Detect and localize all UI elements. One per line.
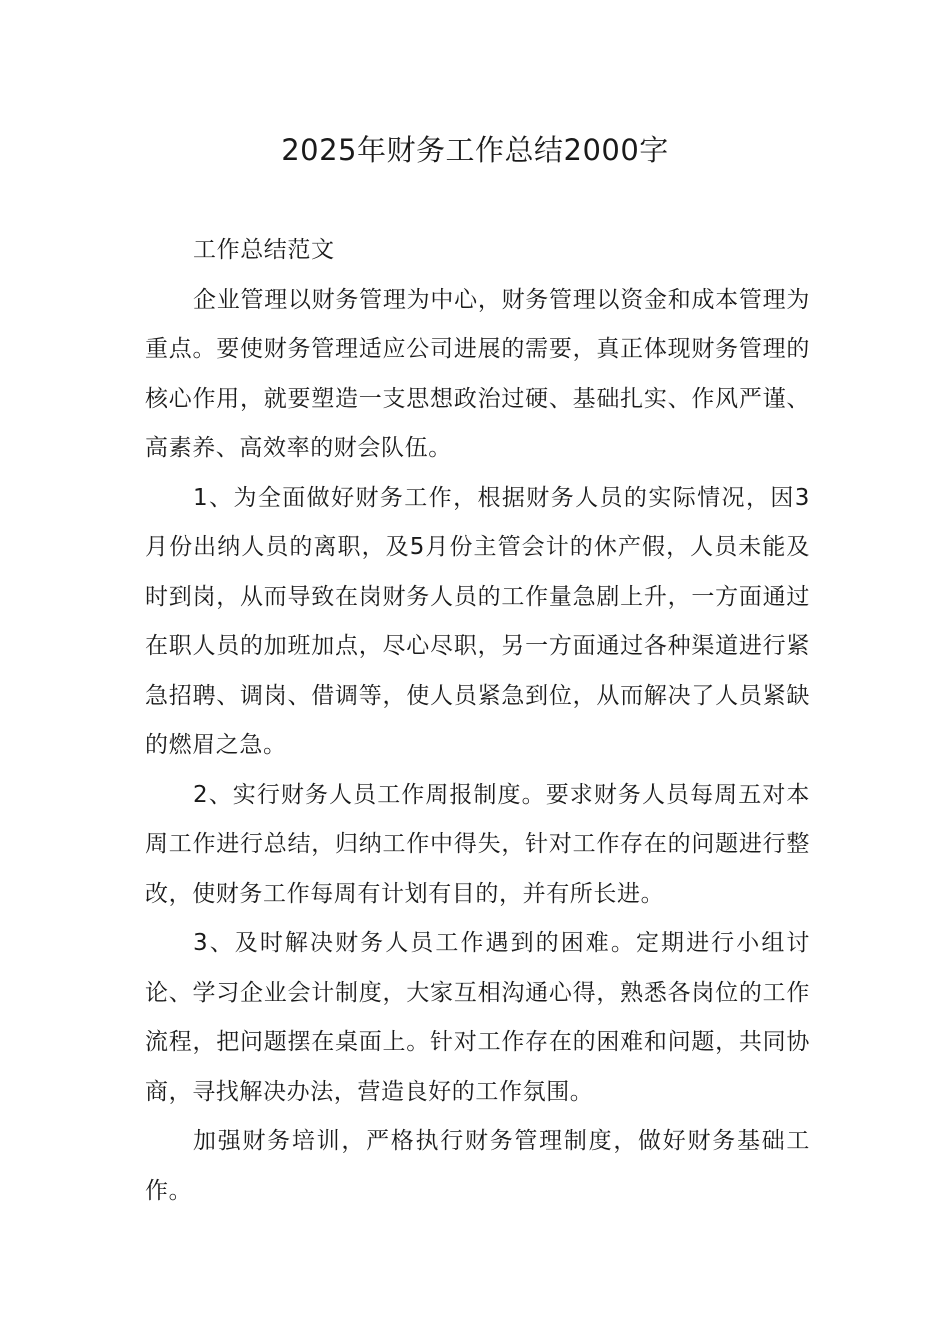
document-body bbox=[145, 226, 810, 1216]
paragraph-closing: 加强财务培训，严格执行财务管理制度，做好财务基础工作。 bbox=[145, 1128, 810, 1204]
paragraph-item-2: 2、实行财务人员工作周报制度。要求财务人员每周五对本周工作进行总结，归纳工作中得失，针对工作存在的问题进行整改，使财务工作每周有计划有目的，并有所长进。 bbox=[145, 781, 810, 907]
paragraph-intro: 企业管理以财务管理为中心，财务管理以资金和成本管理为重点。要使财务管理适应公司进展的需要，真正体现财务管理的核心作用，就要塑造一支思想政治过硬、基础扎实、作风严谨、高素养、高效率的财会队伍。 bbox=[145, 286, 810, 461]
paragraph-item-3: 3、及时解决财务人员工作遇到的困难。定期进行小组讨论、学习企业会计制度，大家互相沟通心得，熟悉各岗位的工作流程，把问题摆在桌面上。针对工作存在的困难和问题，共同协商，寻找解决办法，营造良好的工作氛围。 bbox=[145, 930, 810, 1105]
paragraph-heading: 工作总结范文 bbox=[193, 237, 335, 263]
paragraph-item-1: 1、为全面做好财务工作，根据财务人员的实际情况，因3月份出纳人员的离职，及5月份主管会计的休产假，人员未能及时到岗，从而导致在岗财务人员的工作量急剧上升，一方面通过在职人员的加班加点，尽心尽职，另一方面通过各种渠道进行紧急招聘、调岗、借调等，使人员紧急到位，从而解决了人员紧缺的燃眉之急。 bbox=[145, 484, 810, 758]
document-title: 2025年财务工作总结2000字 bbox=[281, 133, 669, 167]
